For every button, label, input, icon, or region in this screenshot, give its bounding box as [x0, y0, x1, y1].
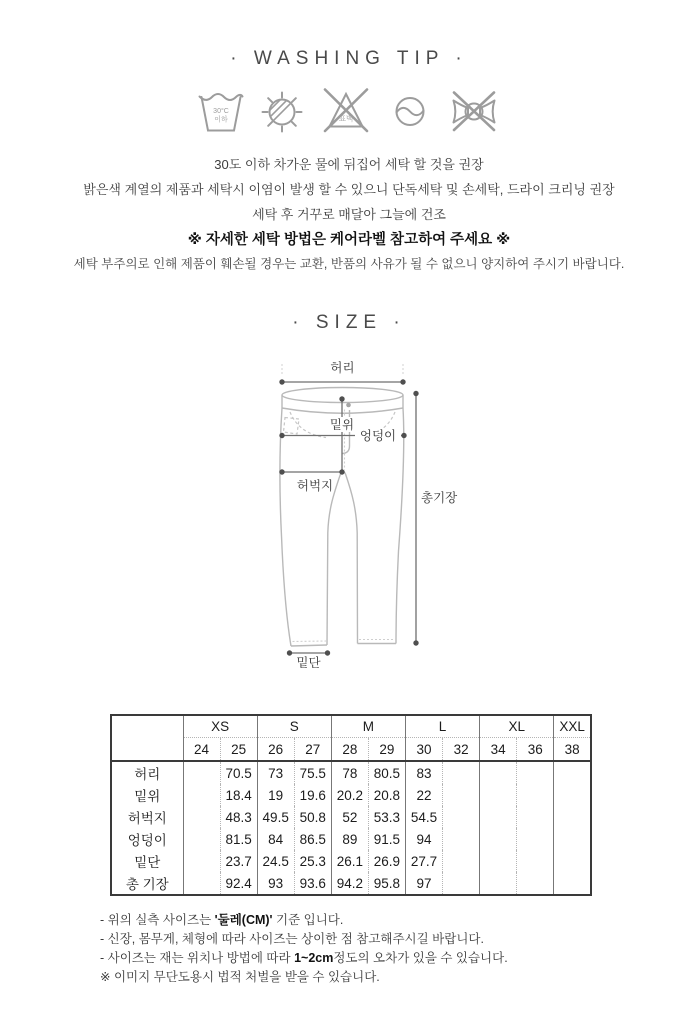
measure-cell — [480, 828, 517, 850]
size-group-header-row — [111, 715, 591, 738]
measure-cell — [183, 784, 220, 806]
measure-row-label: 엉덩이 — [127, 833, 167, 848]
measure-cell: 53.3 — [368, 806, 405, 828]
washing-notice-bold: ※ 자세한 세탁 방법은 케어라벨 참고하여 주세요 ※ — [187, 232, 511, 248]
measure-cell: 81.5 — [220, 828, 257, 850]
washing-instructions — [0, 152, 698, 276]
pants-measure-diagram — [249, 351, 469, 696]
corner-cell — [111, 715, 183, 761]
wash-temp-label2: 이하 — [214, 116, 228, 124]
measure-cell — [517, 784, 554, 806]
size-table-body — [111, 761, 591, 895]
measure-cell: 26.9 — [368, 850, 405, 872]
measure-cell: 20.2 — [331, 784, 368, 806]
measure-cell — [480, 784, 517, 806]
measure-cell — [443, 784, 480, 806]
wash-temp-label: 30°C — [213, 108, 229, 115]
size-col-24: 24 — [183, 738, 220, 762]
measure-cell: 70.5 — [220, 761, 257, 784]
group-xl: XL — [480, 715, 554, 738]
measure-cell — [183, 850, 220, 872]
care-icon-row — [0, 84, 698, 136]
group-s: S — [257, 715, 331, 738]
note-line-4: ※ 이미지 무단도용시 법적 처벌을 받을 수 있습니다. — [100, 970, 380, 984]
measure-cell — [554, 850, 591, 872]
measure-cell — [183, 806, 220, 828]
measure-cell — [517, 828, 554, 850]
measure-cell: 92.4 — [220, 872, 257, 895]
measure-cell — [517, 806, 554, 828]
measure-cell — [480, 872, 517, 895]
measure-row — [111, 806, 591, 828]
measure-cell — [517, 872, 554, 895]
measure-cell: 83 — [405, 761, 442, 784]
measure-cell: 91.5 — [368, 828, 405, 850]
measure-cell: 93 — [257, 872, 294, 895]
measure-row-label: 총 기장 — [125, 877, 169, 892]
measure-cell: 95.8 — [368, 872, 405, 895]
group-l: L — [405, 715, 479, 738]
measure-row — [111, 761, 591, 784]
measure-cell: 73 — [257, 761, 294, 784]
measure-cell: 94 — [405, 828, 442, 850]
size-notes — [100, 911, 698, 987]
measure-cell: 19.6 — [294, 784, 331, 806]
measure-row — [111, 872, 591, 895]
diagram-hem-label: 밑단 — [296, 656, 321, 670]
measure-cell: 26.1 — [331, 850, 368, 872]
measure-cell: 48.3 — [220, 806, 257, 828]
size-col-38: 38 — [554, 738, 591, 762]
size-title: · SIZE · — [292, 312, 406, 333]
measure-cell — [517, 850, 554, 872]
measure-cell: 20.8 — [368, 784, 405, 806]
note-line-3: - 사이즈는 재는 위치나 방법에 따라 1~2cm정도의 오차가 있을 수 있습니다. — [100, 951, 508, 965]
measure-row-label: 밑단 — [134, 855, 161, 870]
measure-cell: 93.6 — [294, 872, 331, 895]
measure-cell — [443, 761, 480, 784]
measure-cell — [443, 806, 480, 828]
measure-cell — [554, 872, 591, 895]
measure-cell: 84 — [257, 828, 294, 850]
measure-cell: 22 — [405, 784, 442, 806]
washing-disclaimer: 세탁 부주의로 인해 제품이 훼손될 경우는 교환, 반품의 사유가 될 수 없으니 양지하여 주시기 바랍니다. — [73, 257, 625, 271]
shade-dry-icon — [258, 84, 306, 136]
diagram-waist-label: 허리 — [330, 361, 355, 375]
size-col-25: 25 — [220, 738, 257, 762]
measure-cell: 89 — [331, 828, 368, 850]
washing-tip-title: · WASHING TIP · — [230, 48, 468, 69]
size-col-32: 32 — [443, 738, 480, 762]
washing-line-1: 30도 이하 차가운 물에 뒤집어 세탁 할 것을 권장 — [214, 157, 484, 172]
size-col-29: 29 — [368, 738, 405, 762]
measure-cell — [443, 850, 480, 872]
measure-cell — [554, 828, 591, 850]
measure-cell — [183, 761, 220, 784]
diagram-rise-label: 밑위 — [329, 418, 355, 432]
measure-cell: 18.4 — [220, 784, 257, 806]
group-xxl: XXL — [554, 715, 591, 738]
measure-row-label: 허벅지 — [127, 811, 167, 826]
diagram-hip-label: 엉덩이 — [359, 429, 397, 443]
measure-row-label: 밑위 — [134, 789, 161, 804]
measure-cell: 86.5 — [294, 828, 331, 850]
measure-cell — [480, 806, 517, 828]
group-xs: XS — [183, 715, 257, 738]
measure-row — [111, 850, 591, 872]
measure-cell: 49.5 — [257, 806, 294, 828]
measure-cell — [183, 828, 220, 850]
size-table — [110, 714, 592, 896]
measure-cell — [443, 828, 480, 850]
measure-row — [111, 784, 591, 806]
measure-cell — [480, 850, 517, 872]
measure-cell: 24.5 — [257, 850, 294, 872]
measure-cell: 25.3 — [294, 850, 331, 872]
size-col-26: 26 — [257, 738, 294, 762]
note-line-1: - 위의 실측 사이즈는 '둘레(CM)' 기준 입니다. — [100, 913, 344, 927]
diagram-length-label: 총기장 — [421, 491, 458, 505]
diagram-thigh-label: 허벅지 — [296, 479, 334, 493]
size-col-28: 28 — [331, 738, 368, 762]
measure-cell: 78 — [331, 761, 368, 784]
bleach-label: 표백 — [338, 114, 354, 123]
washing-line-3: 세탁 후 거꾸로 매달아 그늘에 건조 — [252, 207, 446, 222]
measure-cell: 54.5 — [405, 806, 442, 828]
measure-cell: 75.5 — [294, 761, 331, 784]
size-col-36: 36 — [517, 738, 554, 762]
measure-cell — [517, 761, 554, 784]
button-dot — [346, 403, 351, 408]
size-col-34: 34 — [480, 738, 517, 762]
measure-cell — [554, 761, 591, 784]
measure-cell: 80.5 — [368, 761, 405, 784]
measure-cell: 97 — [405, 872, 442, 895]
measure-cell: 52 — [331, 806, 368, 828]
size-col-27: 27 — [294, 738, 331, 762]
no-bleach-icon — [319, 84, 373, 136]
note-line-2: - 신장, 몸무게, 체형에 따라 사이즈는 상이한 점 참고해주시길 바랍니다. — [100, 932, 484, 946]
wash-30c-icon — [197, 84, 245, 136]
measure-cell — [554, 806, 591, 828]
measure-cell: 94.2 — [331, 872, 368, 895]
measure-row — [111, 828, 591, 850]
measure-cell — [480, 761, 517, 784]
measure-cell — [183, 872, 220, 895]
size-col-30: 30 — [405, 738, 442, 762]
no-wring-icon — [447, 84, 501, 136]
measure-row-label: 허리 — [134, 767, 161, 782]
measure-cell: 23.7 — [220, 850, 257, 872]
measure-cell: 19 — [257, 784, 294, 806]
measure-cell: 27.7 — [405, 850, 442, 872]
measure-cell: 50.8 — [294, 806, 331, 828]
washing-line-2: 밝은색 계열의 제품과 세탁시 이염이 발생 할 수 있으니 단독세탁 및 손세탁, 드라이 크리닝 권장 — [83, 182, 615, 197]
wave-circle-icon — [386, 84, 434, 136]
size-number-header-row — [111, 738, 591, 762]
group-m: M — [331, 715, 405, 738]
measure-cell — [443, 872, 480, 895]
pants-diagram-svg — [249, 351, 469, 691]
measure-cell — [554, 784, 591, 806]
